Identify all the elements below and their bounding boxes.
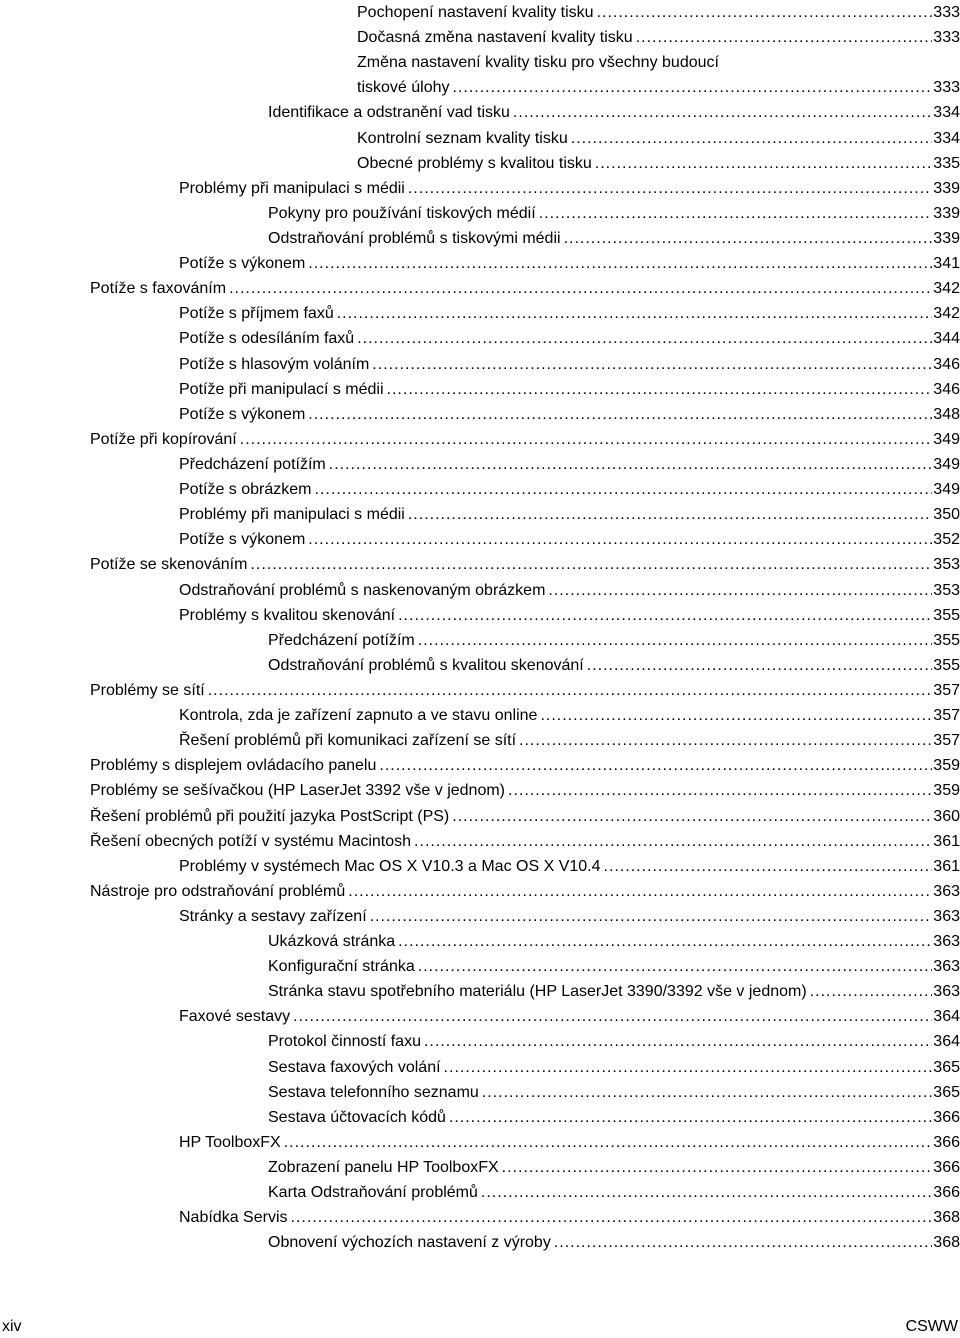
toc-entry[interactable] <box>90 176 960 201</box>
toc-entry[interactable] <box>90 1055 960 1080</box>
toc-entry-title: Kontrolní seznam kvality tisku <box>357 129 568 147</box>
toc-entry-page: 346 <box>933 380 960 398</box>
toc-entry[interactable] <box>90 25 960 50</box>
toc-entry-page: 344 <box>933 330 960 348</box>
toc-entry-page: 364 <box>933 1033 960 1051</box>
toc-dot-leader <box>293 1004 932 1029</box>
toc-entry-title: Identifikace a odstranění vad tisku <box>268 104 510 122</box>
toc-dot-leader <box>519 728 932 753</box>
toc-entry-page: 339 <box>933 179 960 197</box>
toc-entry-page: 368 <box>933 1234 960 1252</box>
toc-entry-page: 366 <box>933 1133 960 1151</box>
toc-entry-title: Obnovení výchozích nastavení z výroby <box>268 1234 551 1252</box>
toc-entry[interactable] <box>90 1029 960 1054</box>
toc-entry-page: 366 <box>933 1108 960 1126</box>
toc-dot-leader <box>308 527 932 552</box>
toc-dot-leader <box>379 753 932 778</box>
toc-entry-page: 349 <box>933 455 960 473</box>
toc-dot-leader <box>513 100 932 125</box>
toc-entry-title: Konfigurační stránka <box>268 958 415 976</box>
toc-entry-page: 346 <box>933 355 960 373</box>
toc-entry-page: 365 <box>933 1058 960 1076</box>
toc-entry-page: 363 <box>933 907 960 925</box>
toc-entry[interactable] <box>90 151 960 176</box>
toc-entry-title: Problémy s displejem ovládacího panelu <box>90 757 377 775</box>
toc-entry[interactable] <box>90 377 960 402</box>
toc-entry-title: Problémy při manipulaci s médii <box>179 179 405 197</box>
toc-entry-title: Pokyny pro používání tiskových médií <box>268 204 536 222</box>
toc-entry[interactable] <box>90 854 960 879</box>
toc-dot-leader <box>308 402 932 427</box>
toc-entry-page: 335 <box>933 154 960 172</box>
toc-dot-leader <box>315 477 933 502</box>
toc-dot-leader <box>308 251 932 276</box>
toc-entry-title: Potíže s výkonem <box>179 405 306 423</box>
toc-entry-page: 365 <box>933 1083 960 1101</box>
toc-entry-page: 363 <box>933 983 960 1001</box>
toc-dot-leader <box>414 829 932 854</box>
toc-dot-leader <box>208 678 933 703</box>
toc-entry[interactable] <box>90 653 960 678</box>
toc-entry-title: Potíže s obrázkem <box>179 481 312 499</box>
toc-entry-page: 359 <box>933 782 960 800</box>
toc-entry-page: 368 <box>933 1209 960 1227</box>
toc-entry-title: HP ToolboxFX <box>179 1133 281 1151</box>
toc-entry[interactable] <box>90 427 960 452</box>
toc-entry[interactable] <box>90 879 960 904</box>
toc-dot-leader <box>398 603 932 628</box>
toc-entry-page: 353 <box>933 556 960 574</box>
toc-dot-leader <box>587 653 933 678</box>
toc-dot-leader <box>418 628 933 653</box>
toc-entry-title: Nástroje pro odstraňování problémů <box>90 882 346 900</box>
footer-page-number: xiv <box>2 1318 22 1335</box>
toc-dot-leader <box>370 904 933 929</box>
toc-entry-title: tiskové úlohy <box>357 79 450 97</box>
toc-entry-page: 366 <box>933 1184 960 1202</box>
toc-dot-leader <box>229 276 932 301</box>
toc-entry[interactable] <box>90 402 960 427</box>
toc-entry[interactable] <box>90 477 960 502</box>
toc-entry-page: 359 <box>933 757 960 775</box>
toc-entry-title: Problémy s kvalitou skenování <box>179 606 396 624</box>
toc-dot-leader <box>398 929 932 954</box>
toc-dot-leader <box>418 954 933 979</box>
toc-entry[interactable] <box>90 628 960 653</box>
toc-dot-leader <box>284 1130 933 1155</box>
toc-dot-leader <box>481 1180 932 1205</box>
toc-dot-leader <box>502 1155 933 1180</box>
toc-entry-page: 366 <box>933 1159 960 1177</box>
toc-dot-leader <box>452 804 932 829</box>
toc-entry-title: Sestava účtovacích kódů <box>268 1108 446 1126</box>
table-of-contents <box>90 0 960 1255</box>
toc-dot-leader <box>449 1105 932 1130</box>
toc-entry[interactable] <box>90 251 960 276</box>
toc-dot-leader <box>444 1055 933 1080</box>
toc-entry-page: 363 <box>933 882 960 900</box>
toc-entry[interactable] <box>90 1080 960 1105</box>
toc-entry[interactable] <box>90 1180 960 1205</box>
toc-entry-title: Potíže s faxováním <box>90 280 227 298</box>
toc-entry[interactable] <box>90 0 960 25</box>
footer-label: CSWW <box>905 1318 958 1335</box>
toc-entry-page: 352 <box>933 531 960 549</box>
toc-entry[interactable] <box>90 1105 960 1130</box>
toc-entry[interactable] <box>90 603 960 628</box>
toc-dot-leader <box>564 226 933 251</box>
toc-dot-leader <box>408 502 932 527</box>
toc-entry[interactable] <box>90 1205 960 1230</box>
toc-entry-title: Změna nastavení kvality tisku pro všechny budoucí <box>357 54 719 72</box>
toc-entry-page: 357 <box>933 707 960 725</box>
toc-dot-leader <box>482 1080 932 1105</box>
toc-entry[interactable] <box>90 778 960 803</box>
toc-entry-page: 350 <box>933 506 960 524</box>
toc-entry-page: 333 <box>933 4 960 21</box>
toc-entry-title: Faxové sestavy <box>179 1008 291 1026</box>
toc-entry-title: Řešení problémů při komunikaci zařízení se sítí <box>179 732 517 750</box>
toc-dot-leader <box>548 578 932 603</box>
toc-entry-page: 339 <box>933 204 960 222</box>
toc-dot-leader <box>240 427 933 452</box>
toc-entry-title: Potíže s hlasovým voláním <box>179 355 370 373</box>
toc-entry-page: 355 <box>933 656 960 674</box>
toc-entry-title: Pochopení nastavení kvality tisku <box>357 4 594 21</box>
toc-entry-title: Problémy se sešívačkou (HP LaserJet 3392 vše v jednom) <box>90 782 506 800</box>
toc-entry[interactable] <box>90 753 960 778</box>
toc-entry[interactable] <box>90 100 960 125</box>
toc-dot-leader <box>453 75 933 100</box>
toc-entry-page: 363 <box>933 958 960 976</box>
toc-entry-title: Problémy v systémech Mac OS X V10.3 a Mac OS X V10.4 <box>179 857 601 875</box>
toc-entry-page: 349 <box>933 430 960 448</box>
toc-entry[interactable] <box>90 804 960 829</box>
toc-entry-title: Kontrola, zda je zařízení zapnuto a ve stavu online <box>179 707 538 725</box>
toc-entry-title: Potíže s odesíláním faxů <box>179 330 355 348</box>
toc-entry-page: 355 <box>933 606 960 624</box>
toc-dot-leader <box>337 301 933 326</box>
toc-entry[interactable] <box>90 979 960 1004</box>
toc-entry[interactable] <box>90 578 960 603</box>
toc-dot-leader <box>597 0 933 25</box>
toc-entry-page: 342 <box>933 280 960 298</box>
toc-entry-title: Potíže při kopírování <box>90 430 237 448</box>
toc-entry-page: 342 <box>933 305 960 323</box>
toc-entry-title: Předcházení potížím <box>268 631 415 649</box>
toc-entry[interactable] <box>90 326 960 351</box>
toc-entry[interactable] <box>90 904 960 929</box>
toc-entry-title: Nabídka Servis <box>179 1209 288 1227</box>
toc-entry[interactable] <box>90 1155 960 1180</box>
toc-dot-leader <box>571 126 933 151</box>
toc-entry-page: 355 <box>933 631 960 649</box>
toc-dot-leader <box>372 352 932 377</box>
toc-entry-page: 360 <box>933 807 960 825</box>
toc-dot-leader <box>348 879 932 904</box>
toc-dot-leader <box>539 201 933 226</box>
toc-dot-leader <box>250 552 932 577</box>
toc-entry-title: Odstraňování problémů s naskenovaným obrázkem <box>179 581 546 599</box>
toc-entry-title: Sestava telefonního seznamu <box>268 1083 479 1101</box>
toc-entry-title: Obecné problémy s kvalitou tisku <box>357 154 592 172</box>
toc-entry-title: Karta Odstraňování problémů <box>268 1184 478 1202</box>
toc-entry-title: Zobrazení panelu HP ToolboxFX <box>268 1159 499 1177</box>
toc-entry[interactable] <box>90 75 960 100</box>
toc-entry[interactable] <box>90 829 960 854</box>
toc-entry-title: Dočasná změna nastavení kvality tisku <box>357 29 633 47</box>
toc-entry-page: 339 <box>933 229 960 247</box>
toc-dot-leader <box>424 1029 932 1054</box>
toc-entry[interactable] <box>90 1130 960 1155</box>
toc-entry-title: Řešení problémů při použití jazyka PostScript (PS) <box>90 807 450 825</box>
toc-entry-title: Potíže s příjmem faxů <box>179 305 334 323</box>
toc-dot-leader <box>604 854 933 879</box>
toc-dot-leader <box>508 778 932 803</box>
toc-dot-leader <box>291 1205 933 1230</box>
toc-entry[interactable] <box>90 126 960 151</box>
toc-entry-title: Sestava faxových volání <box>268 1058 441 1076</box>
toc-entry[interactable] <box>90 1004 960 1029</box>
toc-entry-title: Potíže se skenováním <box>90 556 248 574</box>
toc-entry[interactable] <box>90 954 960 979</box>
toc-entry-page: 348 <box>933 405 960 423</box>
toc-entry-page: 334 <box>933 129 960 147</box>
toc-entry-page: 353 <box>933 581 960 599</box>
toc-entry[interactable] <box>90 226 960 251</box>
toc-entry-page: 363 <box>933 933 960 951</box>
toc-entry-title: Stránky a sestavy zařízení <box>179 907 367 925</box>
toc-dot-leader <box>357 326 932 351</box>
toc-dot-leader <box>540 703 932 728</box>
toc-entry[interactable] <box>90 678 960 703</box>
toc-entry-page: 341 <box>933 255 960 273</box>
toc-entry-title: Řešení obecných potíží v systému Macintosh <box>90 832 412 850</box>
toc-dot-leader <box>387 377 933 402</box>
toc-entry-page: 357 <box>933 732 960 750</box>
toc-dot-leader <box>554 1230 932 1255</box>
toc-entry[interactable] <box>90 352 960 377</box>
toc-entry-title: Problémy při manipulaci s médii <box>179 506 405 524</box>
toc-entry-page: 361 <box>933 857 960 875</box>
toc-entry-page: 333 <box>933 79 960 97</box>
toc-entry-title: Ukázková stránka <box>268 933 396 951</box>
toc-entry[interactable] <box>90 502 960 527</box>
toc-dot-leader <box>810 979 933 1004</box>
toc-entry-title: Stránka stavu spotřebního materiálu (HP LaserJet 3390/3392 vše v jednom) <box>268 983 807 1001</box>
toc-dot-leader <box>636 25 933 50</box>
toc-entry-title: Problémy se sítí <box>90 681 205 699</box>
toc-entry-page: 349 <box>933 481 960 499</box>
toc-entry-page: 334 <box>933 104 960 122</box>
toc-entry-title: Potíže s výkonem <box>179 255 306 273</box>
toc-entry[interactable] <box>90 452 960 477</box>
toc-entry[interactable] <box>90 703 960 728</box>
toc-entry[interactable] <box>90 50 960 75</box>
toc-dot-leader <box>595 151 933 176</box>
toc-dot-leader <box>408 176 932 201</box>
toc-entry-title: Předcházení potížím <box>179 455 326 473</box>
toc-entry[interactable] <box>90 276 960 301</box>
toc-entry-title: Potíže s výkonem <box>179 531 306 549</box>
toc-entry[interactable] <box>90 527 960 552</box>
toc-entry[interactable] <box>90 929 960 954</box>
toc-entry[interactable] <box>90 1230 960 1255</box>
toc-entry-page: 364 <box>933 1008 960 1026</box>
toc-entry[interactable] <box>90 552 960 577</box>
toc-dot-leader <box>329 452 933 477</box>
toc-entry-title: Protokol činností faxu <box>268 1033 421 1051</box>
toc-entry[interactable] <box>90 201 960 226</box>
toc-entry-page: 333 <box>933 29 960 47</box>
toc-entry-page: 357 <box>933 681 960 699</box>
toc-entry-title: Odstraňování problémů s tiskovými médii <box>268 229 561 247</box>
toc-entry[interactable] <box>90 728 960 753</box>
toc-entry-title: Potíže při manipulací s médii <box>179 380 384 398</box>
toc-entry[interactable] <box>90 301 960 326</box>
toc-entry-page: 361 <box>933 832 960 850</box>
toc-entry-title: Odstraňování problémů s kvalitou skenování <box>268 656 584 674</box>
